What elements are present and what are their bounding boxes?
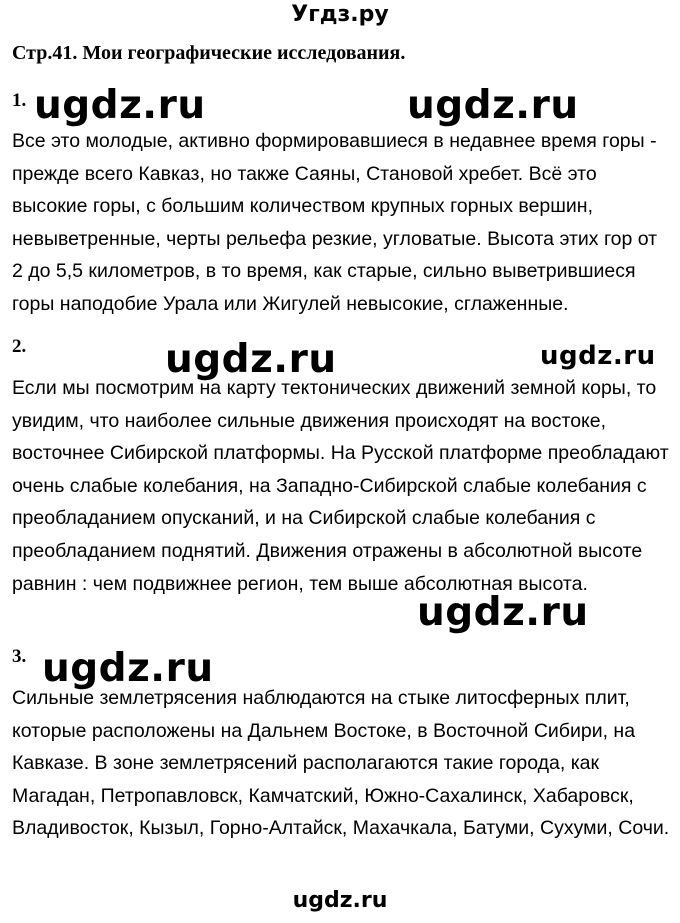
watermark: ugdz.ru xyxy=(42,646,214,691)
watermark: ugdz.ru xyxy=(34,83,206,128)
watermark: ugdz.ru xyxy=(407,83,579,128)
site-header: Угдз.ру xyxy=(291,2,389,27)
watermark: ugdz.ru xyxy=(165,337,337,382)
section-number-2: 2. xyxy=(12,336,27,357)
section-number-3: 3. xyxy=(12,646,27,667)
watermark: ugdz.ru xyxy=(417,590,589,635)
page-title: Стр.41. Мои географические исследования. xyxy=(12,42,406,64)
section-1-text: Все это молодые, активно формировавшиеся в недавнее время горы - прежде всего Кавказ, но также Саяны, Становой хребет. Всё это высокие горы, с большим количеством крупных горных вершин, невыветренные, черты рельефа резкие, угловатые. Высота этих гор от 2 до 5,5 километров, в то время, как старые, сильно выветрившиеся горы наподобие Урала или Жигулей невысокие, сглаженные. xyxy=(12,130,658,315)
section-number-1: 1. xyxy=(12,90,27,111)
watermark: ugdz.ru xyxy=(540,341,656,371)
section-2-text: Если мы посмотрим на карту тектонических движений земной коры, то увидим, что наиболее сильные движения происходят на востоке, восточнее Сибирской платформы. На Русской платформе преобладают очень слабые колебания, на Западно-Сибирской слабые колебания с преобладанием опусканий, и на Сибирской слабые колебания с преобладанием поднятий. Движения отражены в абсолютной высоте равнин : чем подвижнее регион, тем выше абсолютная высота. xyxy=(12,377,669,595)
footer-site-name: ugdz.ru xyxy=(292,888,388,913)
section-3-text: Сильные землетрясения наблюдаются на стыке литосферных плит, которые расположены на Дальнем Востоке, в Восточной Сибири, на Кавказе. В зоне землетрясений располагаются такие города, как Магадан, Петропавловск, Камчатский, Южно-Сахалинск, Хабаровск, Владивосток, Кызыл, Горно-Алтайск, Махачкала, Батуми, Сухуми, Сочи. xyxy=(12,687,670,840)
